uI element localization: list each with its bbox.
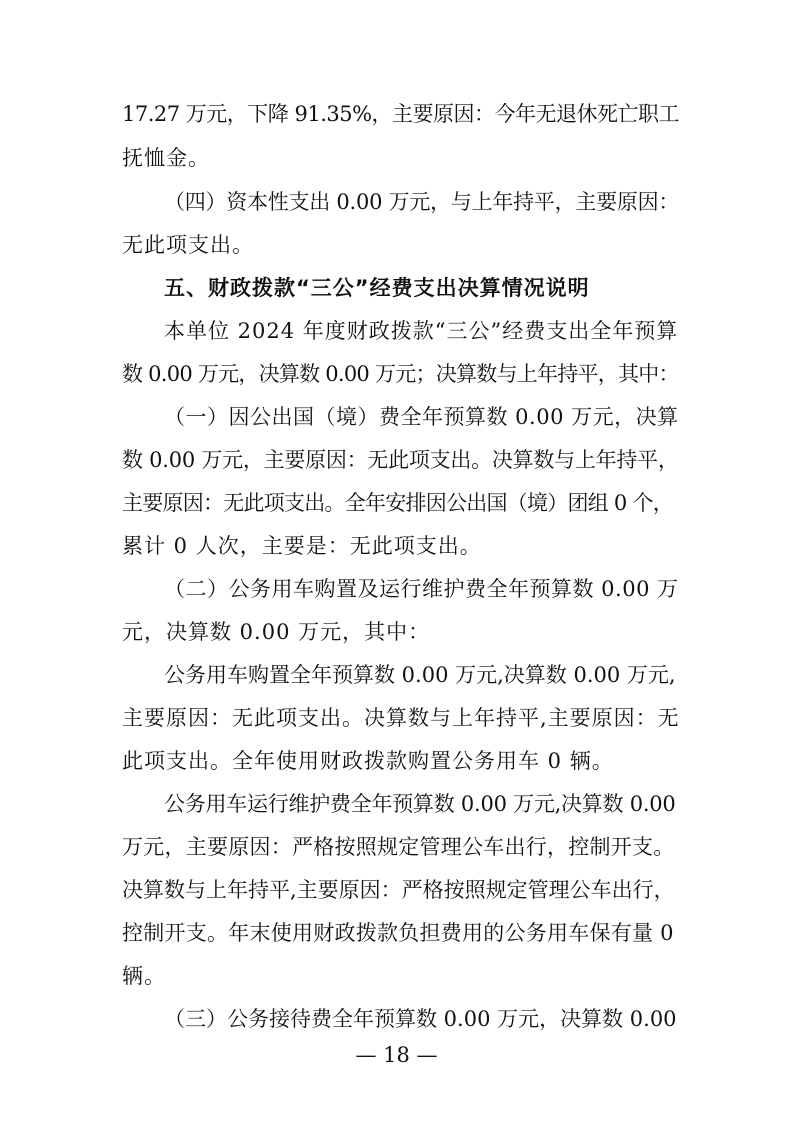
- text-line-2: 抚恤金。: [122, 146, 210, 170]
- text-line-3: （四）资本性支出 0.00 万元，与上年持平，主要原因：: [164, 190, 680, 214]
- section-heading: 五、财政拨款“三公”经费支出决算情况说明: [164, 276, 590, 300]
- text-line-22: （三）公务接待费全年预算数 0.00 万元，决算数 0.00: [164, 1007, 677, 1031]
- text-line-1: 17.27 万元，下降 91.35%，主要原因：今年无退休死亡职工: [122, 102, 680, 126]
- text-line-7: 数 0.00 万元，决算数 0.00 万元；决算数与上年持平，其中：: [122, 362, 679, 386]
- text-line-18: 万元，主要原因：严格按照规定管理公车出行，控制开支。: [122, 835, 675, 859]
- text-line-6: 本单位 2024 年度财政拨款“三公”经费支出全年预算: [164, 319, 679, 343]
- text-line-17: 公务用车运行维护费全年预算数 0.00 万元,决算数 0.00: [164, 792, 676, 816]
- text-line-19: 决算数与上年持平,主要原因：严格按照规定管理公车出行，: [122, 878, 675, 902]
- text-line-14: 公务用车购置全年预算数 0.00 万元,决算数 0.00 万元,: [164, 663, 676, 687]
- page-number: — 18 —: [355, 1043, 438, 1067]
- text-line-15: 主要原因：无此项支出。决算数与上年持平,主要原因：无: [122, 706, 680, 730]
- text-line-11: 累计 0 人次，主要是：无此项支出。: [122, 534, 482, 558]
- text-line-4: 无此项支出。: [122, 233, 254, 257]
- text-line-8: （一）因公出国（境）费全年预算数 0.00 万元，决算: [164, 405, 679, 429]
- text-line-9: 数 0.00 万元，主要原因：无此项支出。决算数与上年持平，: [122, 448, 679, 472]
- text-line-20: 控制开支。年末使用财政拨款负担费用的公务用车保有量 0: [122, 921, 674, 945]
- text-line-13: 元，决算数 0.00 万元，其中：: [122, 620, 431, 644]
- text-line-16: 此项支出。全年使用财政拨款购置公务用车 0 辆。: [122, 749, 614, 773]
- text-line-10: 主要原因：无此项支出。全年安排因公出国（境）团组 0 个，: [122, 491, 673, 515]
- text-line-21: 辆。: [122, 964, 166, 988]
- text-line-12: （二）公务用车购置及运行维护费全年预算数 0.00 万: [164, 577, 679, 601]
